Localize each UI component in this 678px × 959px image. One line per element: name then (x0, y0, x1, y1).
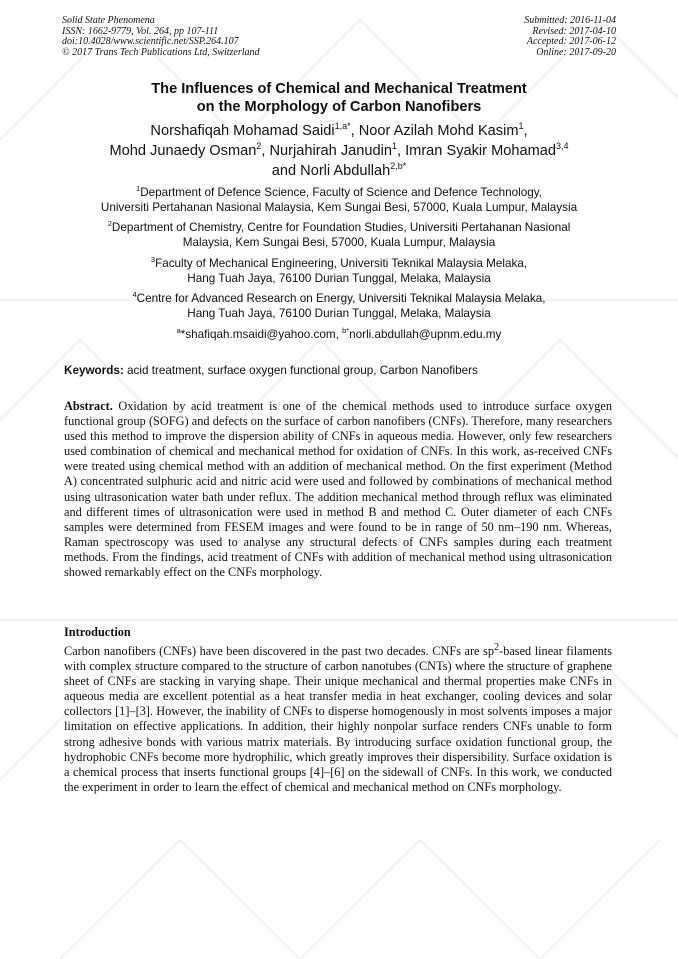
intro-text-part-1: Carbon nanofibers (CNFs) have been discovered in the past two decades. CNFs are sp (64, 644, 494, 658)
intro-text-part-2: -based linear filaments with complex structure compared to the structure of carbon nanotubes (CNTs) where the structure of graphene sheet of CNFs are stacking in varying shape. Their unique mechanical and thermal properties make CNFs in aqueous media are excellent potential as a heat transfer media in heat exchanger, cooling devices and solar collectors [1]–[3]. However, the inability of CNFs to disperse homogenously in most solvents imposes a major limitation on effective applications. In addition, their highly nonpolar surface renders CNFs unable to form strong adhesive bonds with various matrix materials. By introducing surface oxidation functional group, the hydrophobic CNFs become more hydrophilic, which greatly improves their dispersibility. Surface oxidation is a chemical process that inserts functional groups [4]–[6] on the sidewall of CNFs. In this work, we conducted the experiment in order to learn the effect of chemical and mechanical method on CNFs morphology. (64, 644, 613, 794)
paper-title (0, 80, 678, 116)
abstract (64, 399, 612, 580)
submission-dates (524, 16, 616, 58)
affiliation-line: Hang Tuah Jaya, 76100 Durian Tunggal, Melaka, Malaysia (187, 307, 491, 321)
author-name: and Norli Abdullah (271, 163, 391, 179)
affiliation-line: Malaysia, Kem Sungai Besi, 57000, Kuala Lumpur, Malaysia (182, 236, 496, 250)
author-name: Noor Azilah Mohd Kasim (358, 123, 519, 139)
author-sup: 2 (256, 141, 262, 152)
author-sup: 3,4 (555, 141, 569, 152)
affiliation-line: Hang Tuah Jaya, 76100 Durian Tunggal, Melaka, Malaysia (187, 272, 491, 286)
author-sup: 1 (391, 141, 397, 152)
author-list: Norshafiqah Mohamad Saidi$^{1,a*}$, Noor Azilah Mohd Kasim$^1$, Mohd Junaedy Osman$^2$, Nurjahirah Janudin$^1$, Imran Syakir Mohamad$^{3,4}$ and Norli Abdullah$^{2,b*}$ (109, 121, 569, 179)
journal-info (62, 16, 260, 58)
affiliation-3 (0, 256, 678, 287)
affiliation-line: Universiti Pertahanan Nasional Malaysia, Kem Sungai Besi, 57000, Kuala Lumpur, Malaysia (100, 201, 578, 215)
email-sup-a: a (176, 326, 181, 336)
affiliation-line: Faculty of Mechanical Engineering, Universiti Teknikal Malaysia Melaka, (155, 257, 528, 270)
affiliation-line: Department of Chemistry, Centre for Foundation Studies, Universiti Pertahanan Nasional (111, 221, 571, 234)
author-name: Mohd Junaedy Osman (109, 143, 257, 159)
affiliation-2 (0, 220, 678, 251)
affiliation-4 (0, 291, 678, 322)
affiliation-1 (0, 185, 678, 216)
author-sup: 2,b* (390, 161, 407, 172)
copyright-line: © 2017 Trans Tech Publications Ltd, Switzerland (62, 46, 260, 58)
section-heading-introduction: Introduction (64, 625, 131, 639)
affiliation-sup: 3 (150, 255, 156, 265)
abstract-label: Abstract. (64, 399, 113, 413)
intro-sup: 2 (493, 641, 500, 653)
keywords (64, 364, 478, 377)
journal-name: Solid State Phenomena (62, 15, 155, 26)
author-sup: 1 (518, 121, 524, 132)
title-line-1: The Influences of Chemical and Mechanical Treatment (151, 81, 527, 97)
abstract-text: Oxidation by acid treatment is one of the chemical methods used to introduce surface oxygen functional group (SOFG) and defects on the surface of carbon nanofibers (CNFs). Therefore, many researchers used this method to improve the dispersion ability of CNFs in aqueous media. However, only few researchers used combination of chemical and mechanical method for oxidation of CNFs. In this work, as-received CNFs were treated using chemical method with an addition of mechanical method. On the first experiment (Method A) concentrated sulphuric acid and nitric acid were used and followed by combinations of mechanical method using ultrasonication water bath under reflux. The addition mechanical method through reflux was eliminated and different times of ultrasonication were used in method B and method C. Outer diameter of each CNFs samples were determined from FESEM images and were found to be in range of 50 nm–190 nm. Whereas, Raman spectroscopy was used to analyse any structural defects of CNFs samples during each treatment methods. From the findings, acid treatment of CNFs with addition of mechanical method using ultrasonication showed remarkably effect on the CNFs morphology. (64, 399, 612, 580)
author-name: Imran Syakir Mohamad (405, 143, 556, 159)
revised-date: Revised: 2017-04-10 (532, 25, 616, 37)
author-sup: 1,a* (334, 121, 351, 132)
accepted-date: Accepted: 2017-06-12 (526, 36, 616, 48)
submitted-date: Submitted: 2016-11-04 (524, 15, 616, 26)
affiliation-sup: 4 (132, 290, 137, 300)
affiliation-line: Department of Defence Science, Faculty of Science and Defence Technology, (140, 186, 542, 199)
title-line-2: on the Morphology of Carbon Nanofibers (196, 99, 482, 115)
author-name: Norshafiqah Mohamad Saidi (150, 123, 335, 139)
online-date: Online: 2017-09-20 (536, 46, 616, 58)
affiliation-sup: 1 (136, 184, 141, 194)
author-name: Nurjahirah Janudin (269, 143, 392, 159)
issn-line: ISSN: 1662-9779, Vol. 264, pp 107-111 (62, 25, 219, 37)
author-emails (0, 327, 678, 342)
doi-line: doi:10.4028/www.scientific.net/SSP.264.107 (62, 36, 239, 48)
email-b: norli.abdullah@upnm.edu.my (349, 328, 502, 341)
affiliation-sup: 2 (107, 219, 112, 229)
email-a: *shafiqah.msaidi@yahoo.com, (180, 328, 343, 341)
affiliation-line: Centre for Advanced Research on Energy, Universiti Teknikal Malaysia Melaka, (136, 292, 546, 305)
keywords-text: acid treatment, surface oxygen functional group, Carbon Nanofibers (123, 364, 478, 377)
keywords-label: Keywords: (64, 364, 124, 377)
email-sup-b: b* (342, 326, 350, 336)
introduction-body (64, 641, 613, 795)
